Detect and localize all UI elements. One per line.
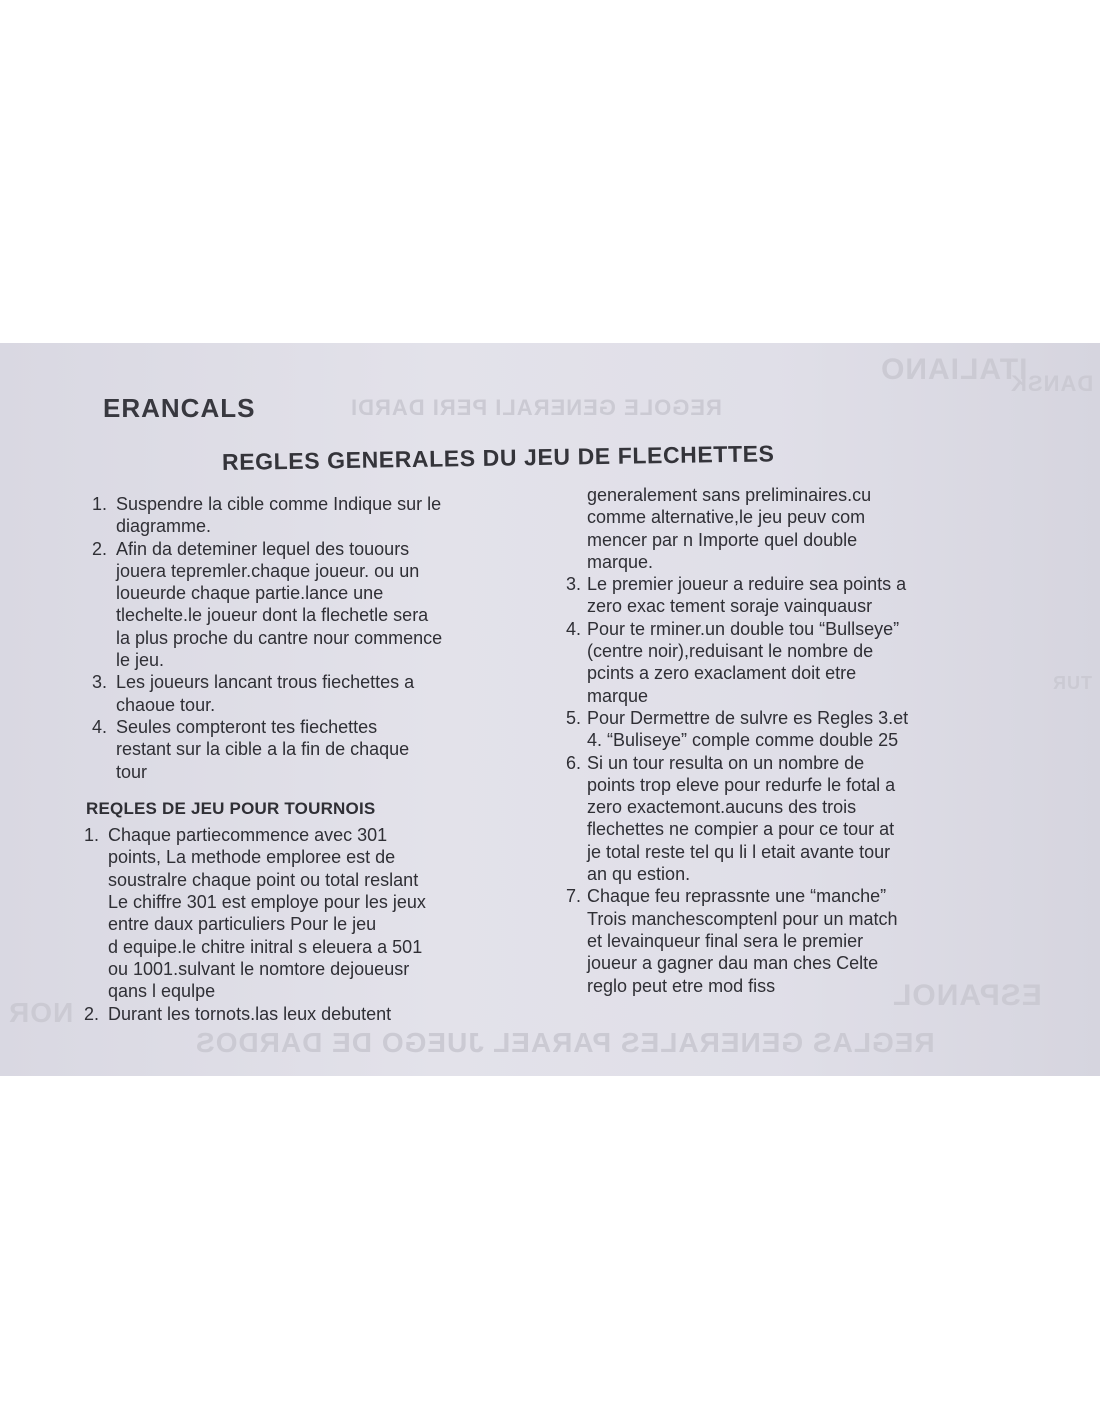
rule-line: Seules compteront tes fiechettes [116, 716, 378, 737]
rule-number: 2. [84, 1003, 100, 1024]
rule-line: flechettes ne compier a pour ce tour at [587, 819, 895, 840]
rule-line: tlechelte.le joueur dont la flechetle sera [116, 605, 429, 626]
rule-line: reglo peut etre mod fiss [587, 975, 776, 996]
bleed-espanol-title: REGLAS GENERALES PARAEL JUEGO DE DARDOS [195, 1027, 935, 1058]
brand-heading: ERANCALS [103, 393, 256, 423]
bleed-nor-heading: NOR [8, 997, 74, 1028]
rule-item [566, 707, 1036, 752]
bleed-dansk-heading: DANSK [1010, 371, 1094, 396]
tournament-rules-continued-list [566, 573, 1036, 997]
rule-item [92, 493, 562, 538]
rule-line: Pour Dermettre de sulvre es Regles 3.et [587, 707, 909, 728]
rule-line: tour [116, 761, 148, 782]
continued-rule-text [566, 484, 1036, 573]
rule-number: 7. [566, 886, 582, 907]
rule-line: Le chiffre 301 est employe pour les jeux [108, 892, 426, 913]
rule-line: marque. [587, 551, 654, 572]
rule-line: Si un tour resulta on un nombre de [587, 752, 865, 773]
rule-number: 6. [566, 752, 582, 773]
rule-line: Pour te rminer.un double tou “Bullseye” [587, 618, 900, 639]
rule-line: d equipe.le chitre initral s eleuera a 501 [108, 936, 423, 957]
rule-item [92, 538, 562, 672]
rule-line: restant sur la cible a la fin de chaque [116, 739, 410, 760]
rule-item [566, 573, 1036, 618]
rule-line: diagramme. [116, 516, 212, 537]
rule-number: 4. [566, 618, 582, 639]
rule-line: la plus proche du cantre nour commence [116, 627, 443, 648]
left-column [84, 493, 562, 1025]
bleed-italiano-heading: ITALIANO [880, 353, 1028, 386]
rule-line: jouera tepremler.chaque joueur. ou un [116, 560, 420, 581]
rule-line: Suspendre la cible comme Indique sur le [116, 494, 442, 514]
rule-line: soustralre chaque point ou total reslant [108, 869, 419, 890]
rule-item [84, 1003, 562, 1025]
rule-line: je total reste tel qu li l etait avante tour [587, 841, 891, 862]
rule-line: Chaque partiecommence avec 301 [108, 825, 388, 846]
rule-line: le jeu. [116, 650, 165, 671]
rule-line: an qu estion. [587, 864, 691, 885]
rule-line: points, La methode emploree est de [108, 847, 396, 868]
rule-number: 5. [566, 707, 582, 728]
rule-line: qans l equlpe [108, 981, 216, 1002]
tournament-heading: REQLES DE JEU POUR TOURNOIS [86, 798, 376, 818]
rule-line: loueurde chaque partie.lance une [116, 583, 384, 604]
rule-number: 3. [92, 672, 108, 693]
rule-number: 1. [84, 825, 100, 846]
rule-number: 3. [566, 574, 582, 595]
rule-line: Les joueurs lancant trous fiechettes a [116, 672, 415, 693]
rule-line: zero exac tement soraje vainquausr [587, 596, 873, 617]
rule-line: marque [587, 685, 649, 706]
rule-number: 4. [92, 716, 108, 737]
rule-item [92, 671, 562, 716]
rule-line: 4. “Buliseye” comple comme double 25 [587, 730, 899, 751]
rule-number: 1. [92, 494, 108, 514]
rule-line: Durant les tornots.las leux debutent [108, 1003, 392, 1024]
rule-line: et levainqueur final sera le premier [587, 930, 864, 951]
rule-line: (centre noir),reduisant le nombre de [587, 641, 874, 662]
rule-line: Trois manchescomptenl pour un match [587, 908, 898, 929]
rule-line: joueur a gagner dau man ches Celte [587, 953, 879, 974]
rule-line: entre daux particuliers Pour le jeu [108, 914, 377, 935]
bleed-espanol-heading: ESPANOL [892, 979, 1042, 1012]
bleed-italiano-title: REGOLE GENERALI PERI DARDI [350, 395, 722, 420]
tournament-rules-list [84, 824, 562, 1025]
bleed-tur-label: TUR [1052, 673, 1092, 693]
right-column [566, 484, 1036, 997]
rule-line: pcints a zero exaclament doit etre [587, 663, 857, 684]
rule-line: Le premier joueur a reduire sea points a [587, 574, 907, 595]
rule-line: ou 1001.sulvant le nomtore dejoueusr [108, 958, 410, 979]
rule-line: zero exactemont.aucuns des trois [587, 797, 857, 818]
rule-line: points trop eleve pour redurfe le fotal a [587, 774, 896, 795]
instruction-sheet [0, 343, 1100, 1076]
rule-line: Afin da deteminer lequel des touours [116, 538, 410, 559]
rule-item [92, 716, 562, 783]
page-title: REGLES GENERALES DU JEU DE FLECHETTES [221, 440, 775, 475]
rule-line: mencer par n Importe quel double [587, 529, 858, 550]
general-rules-list [92, 493, 562, 783]
rule-item [84, 824, 562, 1002]
rule-line: chaoue tour. [116, 694, 216, 715]
rule-item [566, 885, 1036, 996]
rule-line: comme alternative,le jeu peuv com [587, 507, 866, 528]
rule-line: Chaque feu reprassnte une “manche” [587, 886, 887, 907]
rule-line: generalement sans preliminaires.cu [587, 485, 872, 505]
rule-item [566, 618, 1036, 707]
rule-number: 2. [92, 538, 108, 559]
rule-item [566, 752, 1036, 886]
